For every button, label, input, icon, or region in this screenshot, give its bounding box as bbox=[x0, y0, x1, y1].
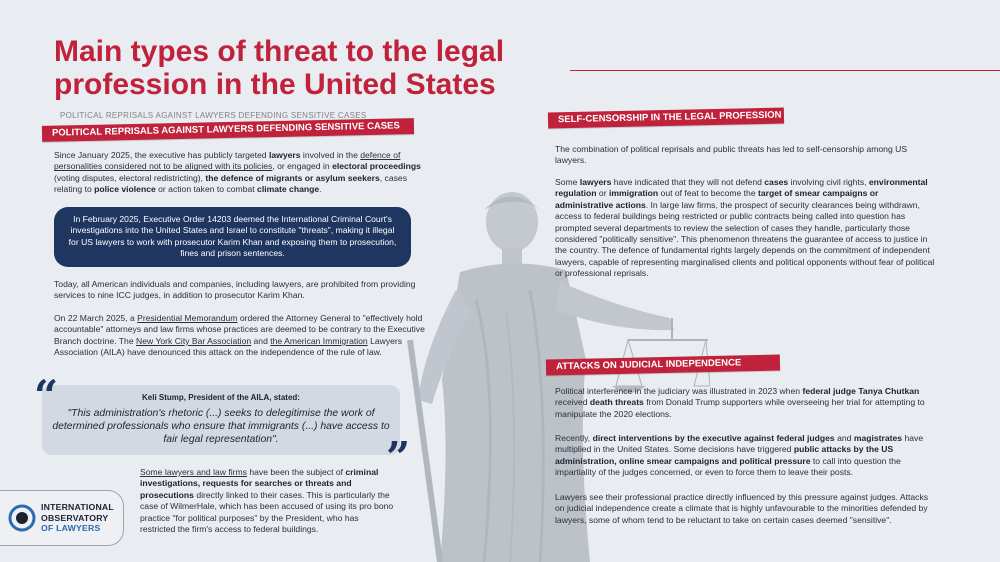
ghost-heading: POLITICAL REPRISALS AGAINST LAWYERS DEFENDING SENSITIVE CASES bbox=[60, 112, 367, 118]
link-nyc-bar-association[interactable]: New York City Bar Association bbox=[136, 335, 252, 346]
paragraph-self-censorship-detail: Some lawyers have indicated that they will not defend cases involving civil rights, environmental regulation or immigration out of feat to become the target of smear campaigns or administrative actions. In large law firms, the prospect of security clearances being withdrawn, access to federal buildings being restricted or public contracts being called into question has prompted several departments to review the selection of cases they handle, particularly those considered "politically sensitive". This phenomenon threatens the guarantee of access to justice in the country. The defence of fundamental rights largely depends on the commitment of independent lawyers, capable of representing marginalised clients and political opponents without fear of political or professional reprisals. bbox=[555, 177, 935, 279]
paragraph-icc-prohibition: Today, all American individuals and companies, including lawyers, are prohibited from providing services to nine ICC judges, in addition to prosecutor Karim Khan. bbox=[54, 279, 416, 301]
link-some-lawyers-and-law-firms[interactable]: Some lawyers and law firms bbox=[140, 467, 247, 477]
quote-attribution: Keli Stump, President of the AILA, stated: bbox=[142, 393, 300, 402]
logo-line-1: INTERNATIONAL bbox=[41, 502, 114, 512]
section-ribbon-self-censorship: SELF-CENSORSHIP IN THE LEGAL PROFESSION bbox=[548, 108, 784, 129]
page-title bbox=[54, 35, 574, 101]
logo-text bbox=[41, 502, 114, 534]
link-defence-of-personalities[interactable]: defence of personalities considered not to be aligned with its policies bbox=[54, 150, 401, 172]
title-line-1: Main types of threat to the legal bbox=[54, 35, 505, 68]
title-line-2: profession in the United States bbox=[54, 68, 496, 101]
paragraph-judicial-pressure-effects: Lawyers see their professional practice directly influenced by this pressure against judges. Attacks on judicial independence create a climate that is highly unfavourable to the minorities defended by lawyers, some of whom tend to be reluctant to take on certain cases deemed "sensitive". bbox=[555, 492, 929, 525]
title-divider bbox=[570, 70, 1000, 71]
paragraph-self-censorship-intro: The combination of political reprisals and public threats has led to self-censorship among US lawyers. bbox=[555, 144, 908, 166]
paragraph-judge-chutkan: Political interference in the judiciary was illustrated in 2023 when federal judge Tanya Chutkan received death threats from Donald Trump supporters while overseeing her trial for attempting to manipulate the 2020 elections. bbox=[555, 386, 925, 419]
paragraph-executive-interventions: Recently, direct interventions by the executive against federal judges and magistrates have multiplied in the United States. Some decisions have triggered public attacks by the US administration, online smear campaigns and political pressure to call into question the impartiality of the judges concerned, or even to force them to leave their posts. bbox=[555, 433, 924, 478]
close-quote-icon: ” bbox=[386, 433, 411, 482]
quote-box bbox=[42, 385, 400, 455]
link-american-immigration[interactable]: the American Immigration bbox=[270, 335, 368, 346]
logo-box bbox=[0, 490, 124, 546]
section-ribbon-political-reprisals: POLITICAL REPRISALS AGAINST LAWYERS DEFENDING SENSITIVE CASES bbox=[42, 118, 414, 142]
paragraph-political-reprisals: Since January 2025, the executive has publicly targeted lawyers involved in the defence of personalities considered not to be aligned with its policies, or engaged in electoral proceedings (voting disputes, electoral redistricting), the defence of migrants or asylum seekers, cases relating to police violence or action taken to combat climate change. bbox=[54, 150, 421, 195]
link-presidential-memorandum[interactable]: Presidential Memorandum bbox=[137, 313, 238, 323]
section-ribbon-judicial-independence: ATTACKS ON JUDICIAL INDEPENDENCE bbox=[546, 355, 780, 376]
paragraph-presidential-memorandum: On 22 March 2025, a Presidential Memorandum ordered the Attorney General to "effectively hold accountable" attorneys and law firms whose practices are deemed to be contrary to the Executive Branch doctrine. The New York City Bar Association and the American Immigration Lawyers Association (AILA) have denounced this attack on the independence of the rule of law. bbox=[54, 313, 425, 358]
executive-order-callout: In February 2025, Executive Order 14203 deemed the International Criminal Court's investigations into the United States and Israel to constitute "threats", making it illegal for US lawyers to work with prosecutor Karim Khan and exposing them to prosecution, fines and prison sentences. bbox=[54, 207, 411, 267]
open-quote-icon: “ bbox=[34, 371, 59, 420]
logo-line-2: OBSERVATORY bbox=[41, 512, 109, 523]
logo-line-3: OF LAWYERS bbox=[41, 523, 101, 533]
quote-text: "This administration's rhetoric (...) seeks to delegitimise the work of determined professionals who ensure that immigrants (...) have access to fair legal representation". bbox=[52, 408, 390, 445]
paragraph-criminal-investigations: Some lawyers and law firms have been the subject of criminal investigations, requests for searches or threats and prosecutions directly linked to their cases. This is particularly the case of WilmerHale, which has been accused of using its pro bono practice "for political purposes" by the President, who has restricted the firm's access to federal buildings. bbox=[140, 467, 394, 535]
observatory-logo-icon bbox=[8, 504, 36, 532]
